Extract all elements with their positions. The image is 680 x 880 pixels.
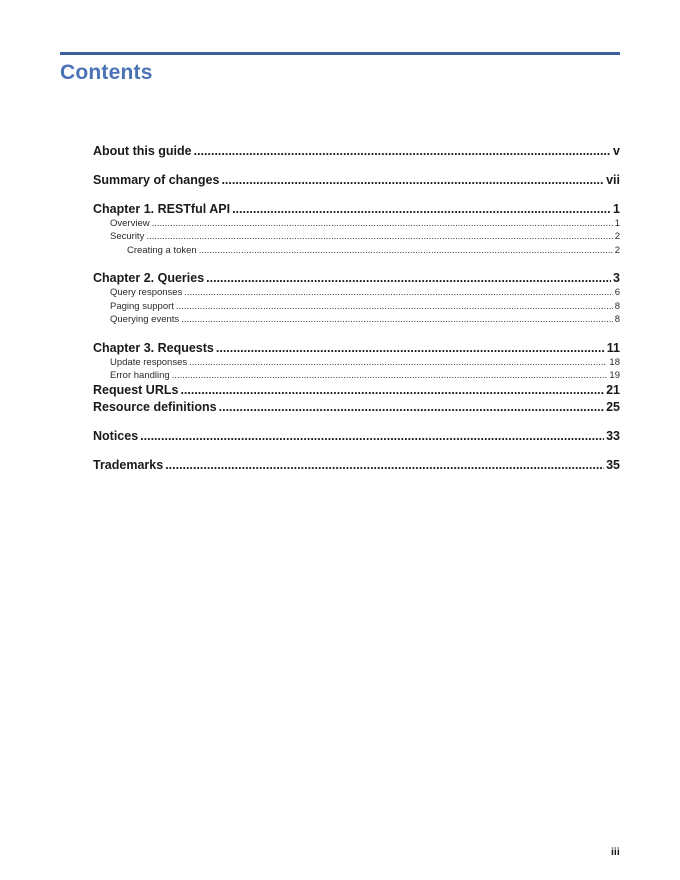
toc-entry-title: Notices — [93, 429, 139, 443]
toc-entry-page: 2 — [614, 231, 620, 242]
toc-leader-dots — [199, 245, 613, 256]
page-number: iii — [611, 846, 620, 858]
toc-entry-page: 11 — [606, 341, 620, 355]
toc-entry-page: 25 — [606, 400, 620, 414]
toc-leader-dots — [216, 341, 605, 355]
toc-entry-page: 33 — [606, 429, 620, 443]
toc-entry-chapter-3[interactable] — [93, 339, 620, 355]
toc-leader-dots — [165, 458, 604, 472]
toc-entry-title: Security — [110, 231, 145, 242]
toc-leader-dots — [140, 429, 604, 443]
toc-entry-page: 1 — [613, 202, 620, 216]
toc-entry-title: Querying events — [110, 314, 180, 325]
toc-leader-dots — [189, 357, 607, 368]
toc-leader-dots — [219, 400, 604, 414]
toc-leader-dots — [221, 173, 604, 187]
toc-entry-title: Resource definitions — [93, 400, 217, 414]
toc-leader-dots — [146, 231, 612, 242]
toc-entry-page: 6 — [614, 287, 620, 298]
toc-entry-page: 8 — [614, 301, 620, 312]
toc-entry-title: Request URLs — [93, 383, 179, 397]
page-title: Contents — [60, 61, 153, 84]
toc-leader-dots — [176, 301, 613, 312]
toc-entry-title: Query responses — [110, 287, 183, 298]
toc-entry-error-handling[interactable] — [93, 369, 620, 381]
header-rule — [60, 52, 620, 55]
toc-entry-page: 19 — [609, 370, 620, 381]
toc-leader-dots — [184, 287, 612, 298]
toc-entry-trademarks[interactable] — [93, 456, 620, 472]
toc-entry-title: Summary of changes — [93, 173, 220, 187]
toc-entry-query-responses[interactable] — [93, 286, 620, 298]
toc-entry-title: Paging support — [110, 301, 174, 312]
toc-entry-page: 3 — [613, 271, 620, 285]
toc-entry-resource-definitions[interactable] — [93, 398, 620, 414]
toc-leader-dots — [172, 370, 608, 381]
toc-entry-creating-a-token[interactable] — [93, 244, 620, 256]
toc-entry-overview[interactable] — [93, 217, 620, 229]
toc-entry-summary-of-changes[interactable] — [93, 171, 620, 187]
toc-entry-title: Chapter 3. Requests — [93, 341, 214, 355]
toc-entry-page: 8 — [614, 314, 620, 325]
toc-entry-page: 35 — [606, 458, 620, 472]
toc-entry-security[interactable] — [93, 230, 620, 242]
toc-entry-page: 18 — [609, 357, 620, 368]
toc-entry-paging-support[interactable] — [93, 300, 620, 312]
toc-entry-page: 1 — [614, 218, 620, 229]
toc-entry-title: Overview — [110, 218, 150, 229]
toc-entry-chapter-2[interactable] — [93, 269, 620, 285]
toc-leader-dots — [181, 314, 613, 325]
toc-entry-chapter-1[interactable] — [93, 200, 620, 216]
toc-entry-update-responses[interactable] — [93, 356, 620, 368]
toc-leader-dots — [180, 383, 604, 397]
toc-entry-title: Trademarks — [93, 458, 164, 472]
toc-entry-page: 21 — [606, 383, 620, 397]
toc-entry-querying-events[interactable] — [93, 313, 620, 325]
toc-entry-title: Update responses — [110, 357, 188, 368]
toc-leader-dots — [232, 202, 611, 216]
toc-entry-about-this-guide[interactable] — [93, 142, 620, 158]
toc-entry-page: 2 — [614, 245, 620, 256]
toc-entry-request-urls[interactable] — [93, 381, 620, 397]
toc-entry-title: About this guide — [93, 144, 192, 158]
toc-entry-title: Chapter 2. Queries — [93, 271, 205, 285]
toc-entry-title: Error handling — [110, 370, 170, 381]
toc-entry-page: v — [613, 144, 620, 158]
toc-entry-page: vii — [606, 173, 620, 187]
toc-entry-title: Creating a token — [127, 245, 197, 256]
toc-entry-notices[interactable] — [93, 427, 620, 443]
toc-leader-dots — [206, 271, 611, 285]
toc-leader-dots — [194, 144, 611, 158]
toc-entry-title: Chapter 1. RESTful API — [93, 202, 231, 216]
toc-leader-dots — [152, 218, 613, 229]
